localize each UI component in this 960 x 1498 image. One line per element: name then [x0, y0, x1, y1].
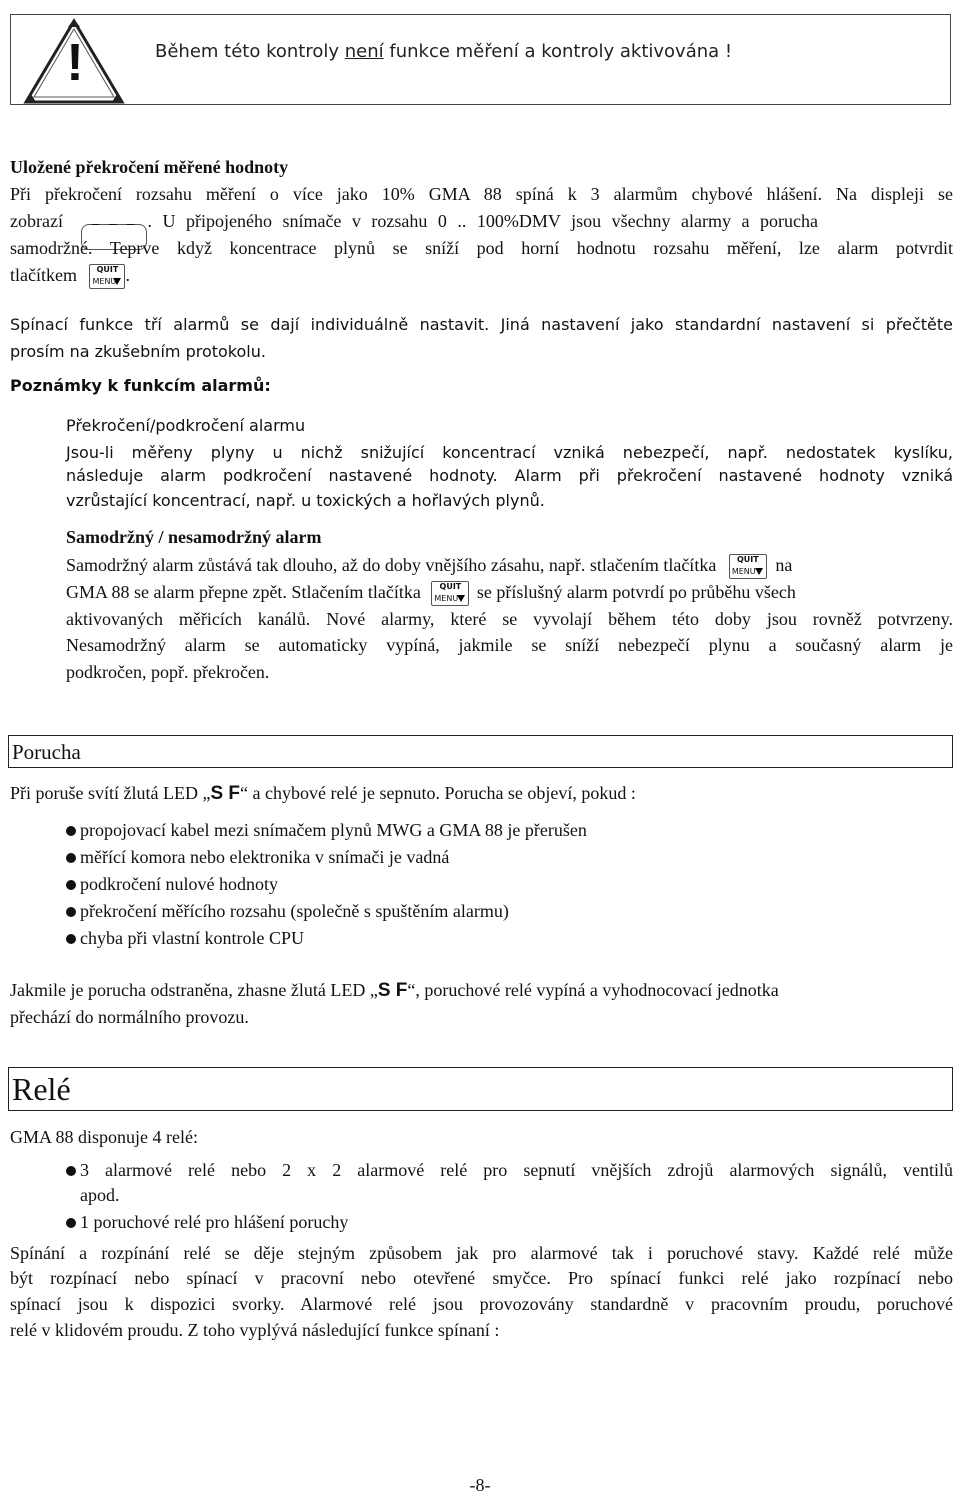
relay-item: 3 alarmové relé nebo 2 x 2 alarmové relé pro sepnutí vnějších zdrojů alarmových signálů, ventilů [80, 1160, 953, 1180]
quit-menu-key-icon: QUIT MENU [431, 581, 469, 606]
relay-paragraph-line: spínací jsou k dispozici svorky. Alarmové relé jsou provozovány standardně v pracovním proudu, poruchové [10, 1294, 953, 1314]
stored-line-2: zobrazí ‾ ‾ ‾ . U připojeného snímače v rozsahu 0 .. 100%DMV jsou všechny alarmy a porucha [10, 208, 953, 250]
latching-line-1: Samodržný alarm zůstává tak dlouho, až do doby vnějšího zásahu, např. stlačením tlačítka QUIT MENU na [66, 552, 953, 579]
page-number: -8- [469, 1475, 491, 1495]
stored-line-4: tlačítkem QUIT MENU . [10, 262, 953, 289]
relay-intro: GMA 88 disponuje 4 relé: [10, 1127, 198, 1147]
fault-item: chyba při vlastní kontrole CPU [80, 928, 304, 948]
fault-section-header: Porucha [8, 735, 953, 768]
latching-line-5: podkročen, popř. překročen. [66, 662, 270, 682]
relay-item: 1 poruchové relé pro hlášení poruchy [80, 1212, 349, 1232]
fault-intro: Při poruše svítí žlutá LED „S F“ a chybové relé je sepnuto. Porucha se objeví, pokud : [10, 783, 636, 804]
over-under-line-3: vzrůstající koncentrací, např. u toxických a hořlavých plynů. [66, 491, 545, 510]
latching-line-2: GMA 88 se alarm přepne zpět. Stlačením tlačítka QUIT MENU se příslušný alarm potvrdí po průběhu všech [66, 579, 953, 606]
over-under-line-2: následuje alarm podkročení nastavené hodnoty. Alarm při překročení nastavené hodnoty vzniká [66, 466, 953, 485]
quit-menu-key-icon: QUIT MENU [729, 554, 767, 579]
relay-item-continued: apod. [80, 1185, 120, 1205]
switching-line-1: Spínací funkce tří alarmů se dají individuálně nastavit. Jiná nastavení jako standardní nastavení si přečtěte [10, 315, 953, 334]
relay-paragraph-line: být rozpínací nebo spínací v pracovní nebo otevřené smyčce. Pro spínací funkci relé jako rozpínací nebo [10, 1268, 953, 1288]
quit-menu-key-icon: QUIT MENU [89, 264, 125, 289]
stored-line-3: samodržné. Teprve když koncentrace plynů se sníží pod horní hodnotu rozsahu měření, lze alarm potvrdit [10, 238, 953, 258]
list-bullet [66, 853, 76, 863]
over-under-title: Překročení/podkročení alarmu [66, 416, 306, 435]
fault-item: podkročení nulové hodnoty [80, 874, 278, 894]
fault-item: propojovací kabel mezi snímačem plynů MWG a GMA 88 je přerušen [80, 820, 587, 840]
switching-line-2: prosím na zkušebním protokolu. [10, 342, 266, 361]
fault-item: měřící komora nebo elektronika v snímači je vadná [80, 847, 450, 867]
list-bullet [66, 907, 76, 917]
over-under-line-1: Jsou-li měřeny plyny u nichž snižující koncentrací vzniká nebezpečí, např. nedostatek kyslíku, [66, 443, 953, 462]
warning-symbol: ! [66, 34, 84, 92]
list-bullet [66, 826, 76, 836]
relay-paragraph-line: relé v klidovém proudu. Z toho vyplývá následující funkce spínaní : [10, 1320, 500, 1340]
fault-after-line-1: Jakmile je porucha odstraněna, zhasne žlutá LED „S F“, poruchové relé vypíná a vyhodnocovací jednotka [10, 980, 779, 1001]
relay-paragraph-line: Spínání a rozpínání relé se děje stejným způsobem jak pro alarmové tak i poruchové stavy. Každé relé může [10, 1243, 953, 1263]
led-sf-label: S F [210, 783, 241, 804]
list-bullet [66, 934, 76, 944]
fault-after-line-2: přechází do normálního provozu. [10, 1007, 249, 1027]
notes-title: Poznámky k funkcím alarmů: [10, 376, 271, 395]
list-bullet [66, 1166, 76, 1176]
stored-title: Uložené překročení měřené hodnoty [10, 157, 289, 177]
relay-section-header: Relé [8, 1067, 953, 1111]
latching-line-3: aktivovaných měřicích kanálů. Nové alarmy, které se vyvolají během této doby jsou rovněž potvrzeny. [66, 609, 953, 629]
led-sf-label: S F [377, 980, 408, 1001]
list-bullet [66, 880, 76, 890]
warning-text: Během této kontroly není funkce měření a kontroly aktivována ! [155, 41, 733, 62]
list-bullet [66, 1218, 76, 1228]
latching-line-4: Nesamodržný alarm se automaticky vypíná, jakmile se sníží nebezpečí plynu a současný alarm je [66, 635, 953, 655]
latching-title: Samodržný / nesamodržný alarm [66, 527, 322, 547]
stored-line-1: Při překročení rozsahu měření o více jako 10% GMA 88 spíná k 3 alarmům chybové hlášení. Na displeji se [10, 184, 953, 204]
fault-item: překročení měřícího rozsahu (společně s spuštěním alarmu) [80, 901, 509, 921]
warning-banner [10, 14, 951, 105]
display-overrange-symbol: ‾ ‾ ‾ [81, 224, 147, 250]
